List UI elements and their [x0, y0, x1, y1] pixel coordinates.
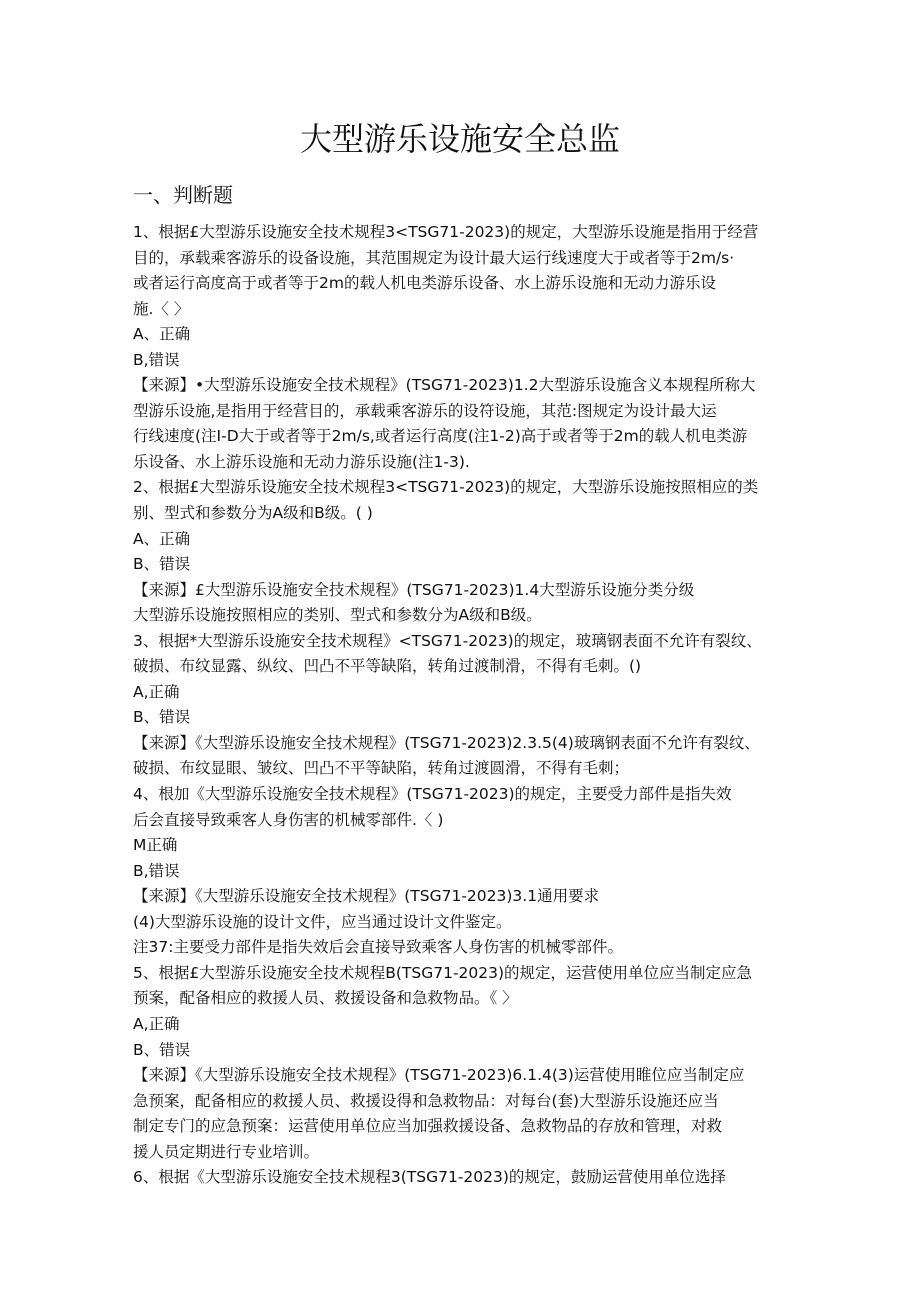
- text-line: 【来源】《大型游乐设施安全技术规程》(TSG71-2023)6.1.4(3)运营使用睢位应当制定应: [133, 1066, 745, 1085]
- text-line: A,正确: [133, 1014, 180, 1033]
- text-line: 后会直接导致乘客人身伤害的机械零部件.〈 ): [133, 810, 444, 829]
- text-line: 型游乐设施,是指用于经营目的，承载乘客游乐的设符设施，其范:图规定为设计最大运: [133, 401, 717, 420]
- text-line: 或者运行高度高于或者等于2m的载人机电类游乐设备、水上游乐设施和无动力游乐设: [133, 274, 716, 293]
- section-heading: 一、判断题: [133, 183, 233, 207]
- text-line: B,错误: [133, 861, 180, 880]
- text-line: A,正确: [133, 682, 180, 701]
- text-line: 【来源】•大型游乐设施安全技术规程》(TSG71-2023)1.2大型游乐设施含义本规程所称大: [133, 376, 756, 395]
- text-line: 【来源】£大型游乐设施安全技术规程》(TSG71-2023)1.4大型游乐设施分类分级: [133, 580, 695, 599]
- text-line: 【来源】《大型游乐设施安全技术规程》(TSG71-2023)3.1通用要求: [133, 887, 600, 906]
- page-title: 大型游乐设施安全总监: [299, 120, 620, 158]
- text-line: 大型游乐设施按照相应的类别、型式和参数分为A级和B级。: [133, 606, 542, 625]
- text-line: B,错误: [133, 350, 180, 369]
- text-line: B、错误: [133, 1040, 191, 1059]
- text-line: 急预案，配备相应的救援人员、救援设得和急救物品：对每台(套)大型游乐设施还应当: [133, 1091, 719, 1110]
- text-line: 3、根据*大型游乐设施安全技术规程》<TSG71-2023)的规定，玻璃钢表面不允许有裂纹、: [133, 631, 762, 650]
- text-line: 5、根据£大型游乐设施安全技术规程B(TSG71-2023)的规定，运营使用单位应当制定应急: [133, 963, 753, 982]
- text-line: A、正确: [133, 325, 191, 344]
- text-line: 【来源】《大型游乐设施安全技术规程》(TSG71-2023)2.3.5(4)玻璃钢表面不允许有裂纹、: [133, 733, 760, 752]
- text-line: 1、根据£大型游乐设施安全技术规程3<TSG71-2023)的规定，大型游乐设施是指用于经营: [133, 223, 759, 241]
- text-line: 4、根加《大型游乐设施安全技术规程》(TSG71-2023)的规定，主要受力部件是指失效: [133, 785, 732, 804]
- document-body: [133, 220, 798, 1191]
- text-line: 别、型式和参数分为A级和B级。( ): [133, 504, 373, 523]
- text-line: 破损、布纹显露、纵纹、凹凸不平等缺陷，转角过渡制滑，不得有毛刺。(): [133, 657, 642, 676]
- text-line: 制定专门的应急预案：运营使用单位应当加强救援设备、急救物品的存放和管理，对救: [133, 1117, 723, 1136]
- text-line: A、正确: [133, 529, 191, 548]
- text-line: (4)大型游乐设施的设计文件，应当通过设计文件鉴定。: [133, 912, 512, 931]
- text-line: 6、根据《大型游乐设施安全技术规程3(TSG71-2023)的规定，鼓励运营使用单位选择: [133, 1168, 726, 1187]
- text-line: 援人员定期进行专业培训。: [133, 1142, 320, 1161]
- text-line: 施.〈 〉: [133, 299, 190, 318]
- text-line: 目的，承载乘客游乐的设备设施，其范围规定为设计最大运行线速度大于或者等于2m∕s·: [133, 248, 735, 267]
- text-line: 乐设备、水上游乐设施和无动力游乐设施(注1-3).: [133, 452, 470, 471]
- text-line: 行线速度(注I-D大于或者等于2m∕s,或者运行高度(注1-2)高于或者等于2m的载人机电类游: [133, 427, 748, 446]
- text-line: B、错误: [133, 708, 191, 727]
- text-line: M正确: [133, 836, 178, 855]
- text-line: 2、根据£大型游乐设施安全技术规程3<TSG71-2023)的规定，大型游乐设施按照相应的类: [133, 478, 759, 497]
- text-line: 预案，配备相应的救援人员、救援设备和急救物品。《 〉: [133, 989, 518, 1008]
- text-line: B、错误: [133, 555, 191, 574]
- text-line: 破损、布纹显眼、皱纹、凹凸不平等缺陷，转角过渡圆滑，不得有毛刺；: [133, 759, 630, 778]
- text-line: 注37:主要受力部件是指失效后会直接导致乘客人身伤害的机械零部件。: [133, 938, 623, 957]
